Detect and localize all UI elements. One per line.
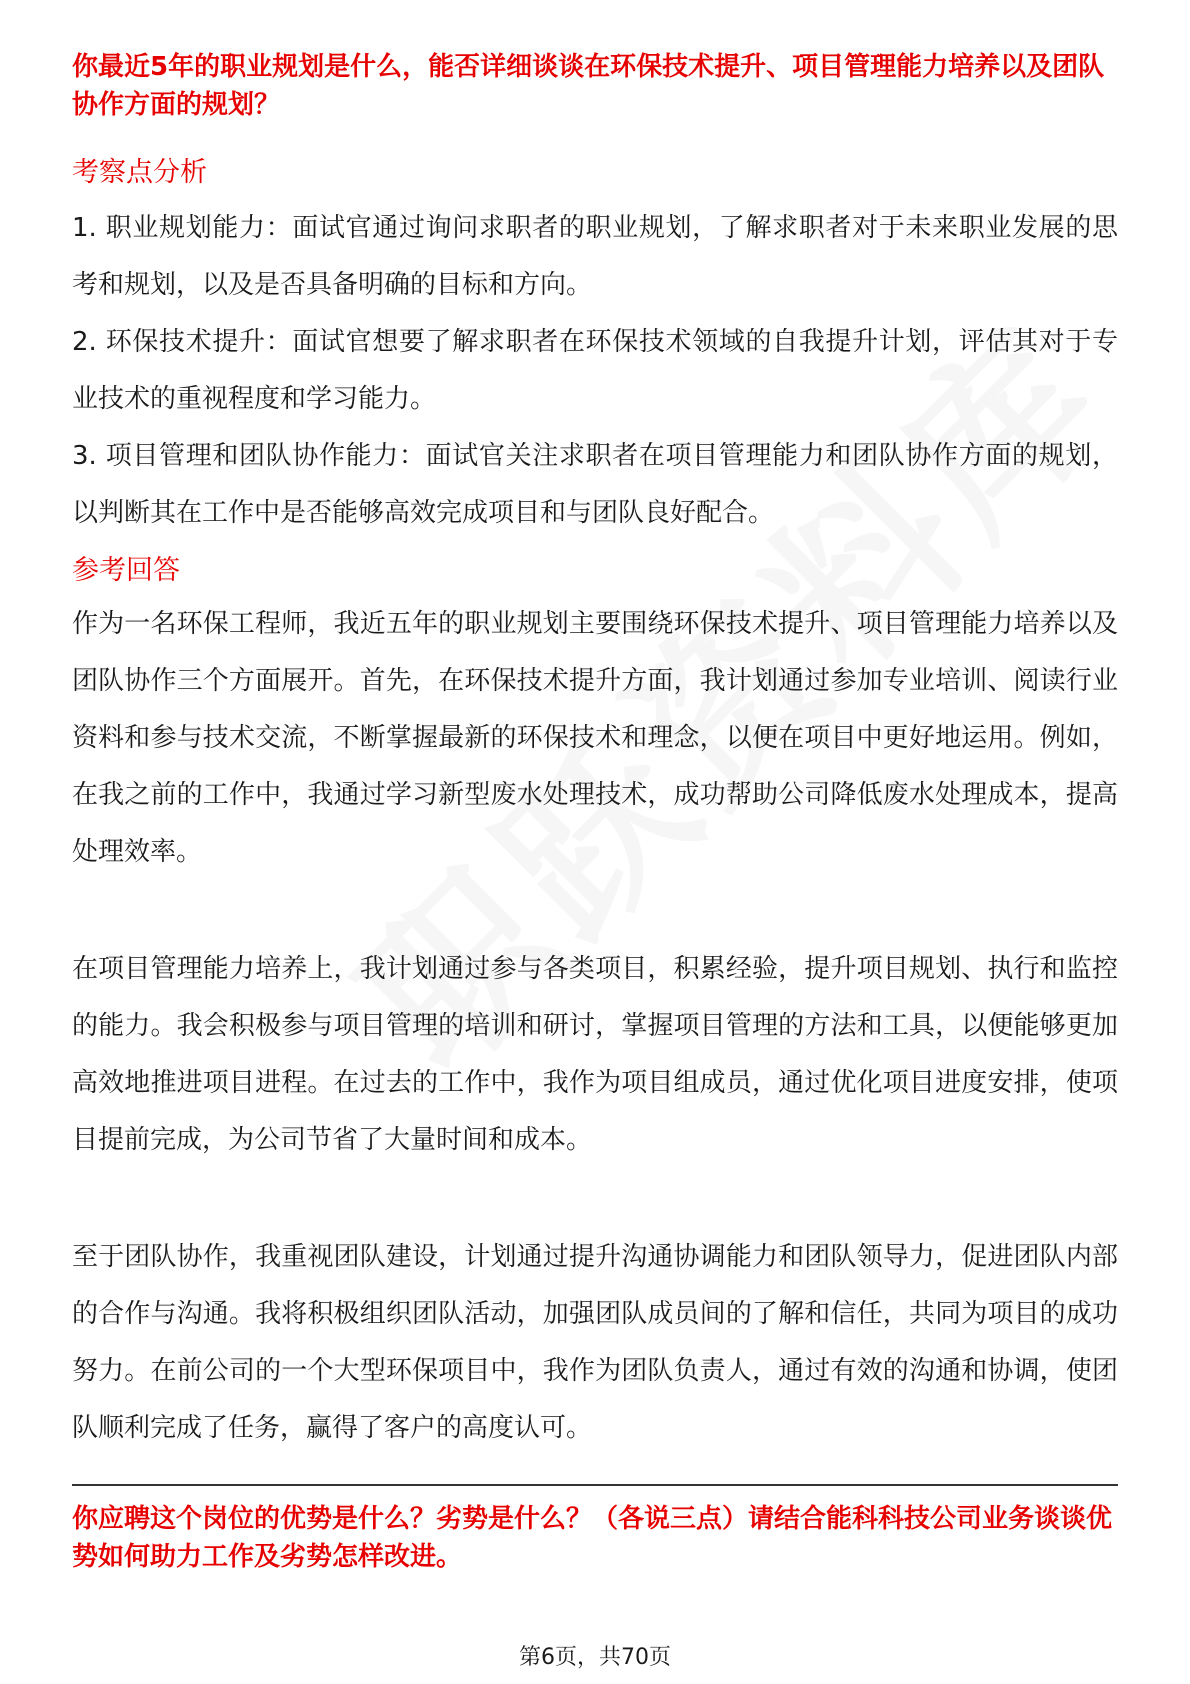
analysis-point-3: 3. 项目管理和团队协作能力：面试官关注求职者在项目管理能力和团队协作方面的规划，以判断其在工作中是否能够高效完成项目和与团队良好配合。	[72, 441, 1118, 528]
analysis-point-1: 1. 职业规划能力：面试官通过询问求职者的职业规划，了解求职者对于未来职业发展的思考和规划，以及是否具备明确的目标和方向。	[72, 213, 1118, 300]
answer-paragraph-1: 作为一名环保工程师，我近五年的职业规划主要围绕环保技术提升、项目管理能力培养以及团队协作三个方面展开。首先，在环保技术提升方面，我计划通过参加专业培训、阅读行业资料和参与技术交流，不断掌握最新的环保技术和理念，以便在项目中更好地运用。例如，在我之前的工作中，我通过学习新型废水处理技术，成功帮助公司降低废水处理成本，提高处理效率。	[72, 609, 1118, 867]
page-number: 第6页，共70页	[519, 1645, 671, 1670]
section-divider	[72, 1484, 1118, 1486]
answer-title: 参考回答	[72, 555, 180, 586]
answer-paragraph-2: 在项目管理能力培养上，我计划通过参与各类项目，积累经验，提升项目规划、执行和监控的能力。我会积极参与项目管理的培训和研讨，掌握项目管理的方法和工具，以便能够更加高效地推进项目进程。在过去的工作中，我作为项目组成员，通过优化项目进度安排，使项目提前完成，为公司节省了大量时间和成本。	[72, 954, 1118, 1155]
question-heading-2: 你应聘这个岗位的优势是什么？劣势是什么？（各说三点）请结合能科科技公司业务谈谈优势如何助力工作及劣势怎样改进。	[72, 1504, 1113, 1572]
question-heading-1: 你最近5年的职业规划是什么，能否详细谈谈在环保技术提升、项目管理能力培养以及团队协作方面的规划？	[72, 52, 1105, 120]
answer-paragraph-3: 至于团队协作，我重视团队建设，计划通过提升沟通协调能力和团队领导力，促进团队内部的合作与沟通。我将积极组织团队活动，加强团队成员间的了解和信任，共同为项目的成功努力。在前公司的一个大型环保项目中，我作为团队负责人，通过有效的沟通和协调，使团队顺利完成了任务，赢得了客户的高度认可。	[72, 1242, 1118, 1443]
page-content	[72, 48, 1118, 1457]
analysis-title: 考察点分析	[72, 157, 207, 188]
analysis-point-2: 2. 环保技术提升：面试官想要了解求职者在环保技术领域的自我提升计划，评估其对于专业技术的重视程度和学习能力。	[72, 327, 1118, 414]
